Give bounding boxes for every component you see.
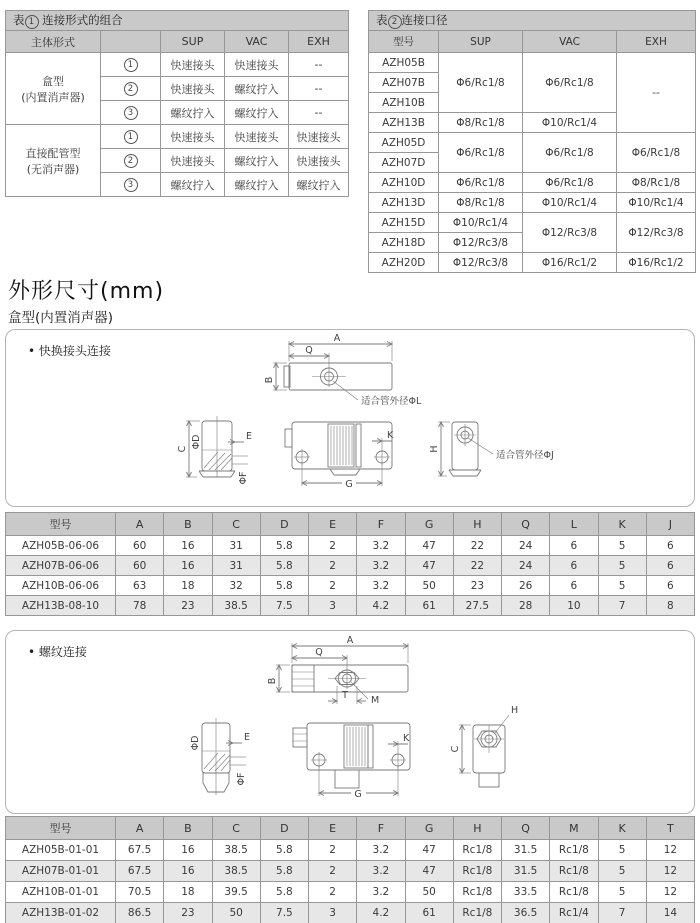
dim-label-c: C — [450, 745, 461, 753]
body-type-label — [6, 125, 101, 197]
cell: Φ6/Rc1/8 — [523, 133, 617, 173]
cell: 47 — [405, 861, 453, 882]
cell: 16 — [164, 861, 212, 882]
cell: 2 — [309, 861, 357, 882]
cell: 6 — [646, 576, 694, 596]
cell: 31.5 — [502, 840, 550, 861]
cell: Φ10/Rc1/4 — [523, 113, 617, 133]
cell: Φ12/Rc3/8 — [439, 253, 523, 273]
table-row — [6, 840, 695, 861]
cell: 3.2 — [357, 556, 405, 576]
cell: 5 — [598, 840, 646, 861]
cell: 18 — [164, 882, 212, 903]
column-header: K — [598, 817, 646, 840]
column-header: G — [405, 513, 453, 536]
dim-label-a: A — [346, 635, 354, 646]
quick-end-view — [429, 422, 554, 476]
column-header: 主体形式 — [6, 31, 101, 53]
circled-number: 2 — [388, 15, 402, 29]
column-header: L — [550, 513, 598, 536]
dim-label-b: B — [264, 376, 275, 384]
cell: 5.8 — [260, 861, 308, 882]
column-header: K — [598, 513, 646, 536]
circled-number: 1 — [25, 15, 39, 29]
cell: Rc1/8 — [453, 861, 501, 882]
column-header: Q — [502, 817, 550, 840]
dim-label-g: G — [354, 789, 362, 800]
quick-fitting-panel — [5, 329, 695, 507]
cell: 3.2 — [357, 536, 405, 556]
cell: 快速接头 — [161, 53, 225, 77]
table-row — [369, 173, 696, 193]
cell: 快速接头 — [161, 125, 225, 149]
cell: 8 — [646, 596, 694, 616]
model-cell: AZH05D — [369, 133, 439, 153]
cell: 6 — [646, 536, 694, 556]
cell: Φ12/Rc3/8 — [617, 213, 696, 253]
dim-label-h: H — [429, 445, 440, 453]
cell: Φ8/Rc1/8 — [617, 173, 696, 193]
dim-label-t: T — [342, 690, 348, 701]
column-header: C — [212, 513, 260, 536]
dim-label-d: ΦD — [191, 434, 202, 450]
circled-number: 1 — [124, 58, 138, 72]
model-cell: AZH10B — [369, 93, 439, 113]
column-header: F — [357, 513, 405, 536]
cell: Φ10/Rc1/4 — [617, 193, 696, 213]
thread-top-view — [267, 635, 408, 706]
table2-title-text: 连接口径 — [401, 13, 448, 27]
cell: Rc1/8 — [453, 903, 501, 923]
cell: 16 — [164, 556, 212, 576]
table3-header-row — [6, 513, 695, 536]
dim-label-h: H — [511, 705, 519, 716]
cell: 39.5 — [212, 882, 260, 903]
cell: 4.2 — [357, 596, 405, 616]
cell: 18 — [164, 576, 212, 596]
thread-end-view — [450, 705, 518, 787]
cell: 7.5 — [260, 596, 308, 616]
dim-label-g: G — [345, 479, 353, 490]
body-type-line2: (无消声器) — [26, 162, 80, 176]
circled-number: 2 — [124, 82, 138, 96]
quick-fitting-label: • 快换接头连接 — [28, 344, 111, 358]
model-cell: AZH13B-01-02 — [6, 903, 116, 923]
cell: 78 — [116, 596, 164, 616]
cell: 7.5 — [260, 903, 308, 923]
model-cell: AZH05B-06-06 — [6, 536, 116, 556]
cell: 67.5 — [116, 840, 164, 861]
cell: 16 — [164, 536, 212, 556]
column-header — [101, 31, 161, 53]
cell: 6 — [550, 536, 598, 556]
cell: 28 — [502, 596, 550, 616]
circled-number: 1 — [124, 130, 138, 144]
threaded-label: • 螺纹连接 — [28, 645, 87, 659]
cell: 3.2 — [357, 840, 405, 861]
column-header: B — [164, 513, 212, 536]
column-header: E — [309, 513, 357, 536]
table-row — [6, 576, 695, 596]
body-type-line1: 盒型 — [42, 74, 64, 88]
cell: 12 — [646, 840, 694, 861]
cell: 快速接头 — [225, 125, 289, 149]
cell: 5.8 — [260, 556, 308, 576]
cell: 23 — [453, 576, 501, 596]
model-cell: AZH18D — [369, 233, 439, 253]
table-row — [6, 536, 695, 556]
cell: 5 — [598, 882, 646, 903]
cell: 6 — [550, 576, 598, 596]
cell: 14 — [646, 903, 694, 923]
dim-label-a: A — [333, 333, 341, 344]
model-cell: AZH13D — [369, 193, 439, 213]
cell: 7 — [598, 903, 646, 923]
table-row — [6, 882, 695, 903]
cell: 2 — [309, 576, 357, 596]
cell: 快速接头 — [225, 53, 289, 77]
cell: 5.8 — [260, 536, 308, 556]
table2-title — [369, 11, 696, 31]
threaded-panel — [5, 630, 695, 814]
column-header: EXH — [617, 31, 696, 53]
dim-label-d: ΦD — [190, 735, 201, 751]
body-type-line2: (内置消声器) — [21, 90, 85, 104]
column-header: SUP — [439, 31, 523, 53]
cell: Rc1/4 — [550, 903, 598, 923]
column-header: T — [646, 817, 694, 840]
cell: 2 — [309, 840, 357, 861]
column-header: D — [260, 817, 308, 840]
table-row — [6, 125, 349, 149]
circled-number: 2 — [124, 154, 138, 168]
column-header: J — [646, 513, 694, 536]
cell: 50 — [212, 903, 260, 923]
table1-title-prefix: 表 — [13, 13, 25, 27]
cell: 32 — [212, 576, 260, 596]
quick-dims-table — [5, 512, 695, 616]
cell: 38.5 — [212, 861, 260, 882]
cell: 38.5 — [212, 840, 260, 861]
section-subtitle: 盒型(内置消声器) — [8, 310, 114, 326]
table1-title-text: 连接形式的组合 — [42, 13, 123, 27]
table2-header-row — [369, 31, 696, 53]
quick-fitting-drawing — [6, 330, 694, 506]
cell: Φ8/Rc1/8 — [439, 193, 523, 213]
cell: Φ8/Rc1/8 — [439, 113, 523, 133]
cell: 36.5 — [502, 903, 550, 923]
cell: 2 — [309, 882, 357, 903]
cell: Rc1/8 — [453, 882, 501, 903]
cell: 33.5 — [502, 882, 550, 903]
cell — [101, 125, 161, 149]
cell: 3 — [309, 903, 357, 923]
dim-label-k: K — [387, 430, 394, 441]
dim-label-f: ΦF — [238, 471, 249, 485]
cell: 10 — [550, 596, 598, 616]
column-header: E — [309, 817, 357, 840]
cell: 12 — [646, 861, 694, 882]
callout-tube-od-j: 适合管外径ΦJ — [496, 450, 554, 461]
table2-title-row — [369, 11, 696, 31]
cell: 63 — [116, 576, 164, 596]
cell — [101, 101, 161, 125]
cell: 快速接头 — [289, 149, 349, 173]
cell: 3 — [309, 596, 357, 616]
column-header: A — [116, 817, 164, 840]
table4-header-row — [6, 817, 695, 840]
cell: 螺纹拧入 — [161, 101, 225, 125]
quick-top-view — [264, 333, 422, 407]
table-row — [369, 133, 696, 153]
cell: Φ6/Rc1/8 — [439, 53, 523, 113]
dim-label-f: ΦF — [236, 772, 247, 786]
table-row — [369, 253, 696, 273]
cell — [101, 173, 161, 197]
circled-number: 3 — [124, 178, 138, 192]
cell: -- — [289, 53, 349, 77]
body-type-line1: 直接配管型 — [25, 146, 81, 160]
cell: 47 — [405, 840, 453, 861]
cell: 16 — [164, 840, 212, 861]
cell: 23 — [164, 903, 212, 923]
column-header: Q — [502, 513, 550, 536]
model-cell: AZH07B-06-06 — [6, 556, 116, 576]
column-header: EXH — [289, 31, 349, 53]
dim-label-e: E — [244, 732, 251, 743]
cell: Rc1/8 — [550, 840, 598, 861]
cell: Φ6/Rc1/8 — [523, 53, 617, 113]
port-size-table — [368, 10, 696, 273]
cell: 5.8 — [260, 840, 308, 861]
column-header: 型号 — [6, 817, 116, 840]
cell: 螺纹拧入 — [161, 173, 225, 197]
column-header: H — [453, 513, 501, 536]
cell: Φ16/Rc1/2 — [617, 253, 696, 273]
cell: Φ10/Rc1/4 — [523, 193, 617, 213]
cell: Rc1/8 — [453, 840, 501, 861]
model-cell: AZH10D — [369, 173, 439, 193]
cell: 6 — [550, 556, 598, 576]
cell: 24 — [502, 556, 550, 576]
model-cell: AZH13B-08-10 — [6, 596, 116, 616]
table-row — [6, 556, 695, 576]
table-row — [6, 596, 695, 616]
table2-title-prefix: 表 — [376, 13, 388, 27]
column-header: 型号 — [6, 513, 116, 536]
thread-front-view — [293, 723, 410, 800]
cell: 22 — [453, 536, 501, 556]
cell: Φ6/Rc1/8 — [523, 173, 617, 193]
cell: 螺纹拧入 — [225, 77, 289, 101]
cell: -- — [289, 77, 349, 101]
cell: 快速接头 — [161, 149, 225, 173]
column-header: SUP — [161, 31, 225, 53]
column-header: B — [164, 817, 212, 840]
cell: 47 — [405, 556, 453, 576]
cell: 螺纹拧入 — [289, 173, 349, 197]
cell: Rc1/8 — [550, 882, 598, 903]
table1-title-row — [6, 11, 349, 31]
model-cell: AZH05B-01-01 — [6, 840, 116, 861]
dim-label-m: M — [371, 695, 380, 706]
cell — [101, 77, 161, 101]
dim-label-k: K — [403, 733, 410, 744]
cell: 31 — [212, 556, 260, 576]
cell: 23 — [164, 596, 212, 616]
cell: Φ12/Rc3/8 — [439, 233, 523, 253]
cell: 70.5 — [116, 882, 164, 903]
cell: Φ10/Rc1/4 — [439, 213, 523, 233]
cell: Φ6/Rc1/8 — [617, 133, 696, 173]
cell: 47 — [405, 536, 453, 556]
cell: 3.2 — [357, 861, 405, 882]
model-cell: AZH07B — [369, 73, 439, 93]
cell: 快速接头 — [161, 77, 225, 101]
table-row — [6, 53, 349, 77]
cell: 31.5 — [502, 861, 550, 882]
circled-number: 3 — [124, 106, 138, 120]
cell: 螺纹拧入 — [225, 149, 289, 173]
table-row — [369, 193, 696, 213]
cell: 5 — [598, 576, 646, 596]
cell: 5.8 — [260, 576, 308, 596]
table1-header-row — [6, 31, 349, 53]
dim-label-q: Q — [315, 647, 323, 658]
column-header: D — [260, 513, 308, 536]
column-header: C — [212, 817, 260, 840]
table-row — [6, 861, 695, 882]
model-cell: AZH07D — [369, 153, 439, 173]
cell: 5.8 — [260, 882, 308, 903]
cell: 4.2 — [357, 903, 405, 923]
cell: 7 — [598, 596, 646, 616]
table-row — [6, 903, 695, 923]
cell: Φ12/Rc3/8 — [523, 213, 617, 253]
cell: -- — [289, 101, 349, 125]
threaded-dims-table — [5, 816, 695, 923]
cell: 5 — [598, 536, 646, 556]
cell: 5 — [598, 861, 646, 882]
connection-form-table — [5, 10, 349, 197]
table-row — [369, 53, 696, 73]
dim-label-q: Q — [305, 345, 313, 356]
cell: 50 — [405, 882, 453, 903]
model-cell: AZH15D — [369, 213, 439, 233]
cell — [101, 53, 161, 77]
column-header: 型号 — [369, 31, 439, 53]
cell: 快速接头 — [289, 125, 349, 149]
quick-side-view — [177, 416, 252, 484]
cell: 螺纹拧入 — [225, 101, 289, 125]
table1-title — [6, 11, 349, 31]
column-header: M — [550, 817, 598, 840]
column-header: H — [453, 817, 501, 840]
cell: 50 — [405, 576, 453, 596]
cell: 5 — [598, 556, 646, 576]
quick-front-view — [285, 422, 394, 490]
model-cell: AZH10B-06-06 — [6, 576, 116, 596]
column-header: VAC — [225, 31, 289, 53]
body-type-label — [6, 53, 101, 125]
cell: -- — [617, 53, 696, 133]
model-cell: AZH20D — [369, 253, 439, 273]
cell: 26 — [502, 576, 550, 596]
column-header: VAC — [523, 31, 617, 53]
cell: 3.2 — [357, 576, 405, 596]
cell: 61 — [405, 596, 453, 616]
cell: 60 — [116, 536, 164, 556]
cell: 31 — [212, 536, 260, 556]
cell: 螺纹拧入 — [225, 173, 289, 197]
cell: 24 — [502, 536, 550, 556]
dim-label-c: C — [177, 445, 188, 453]
cell: 86.5 — [116, 903, 164, 923]
section-title: 外形尺寸(mm) — [8, 279, 165, 304]
cell — [101, 149, 161, 173]
cell: 27.5 — [453, 596, 501, 616]
cell: 60 — [116, 556, 164, 576]
cell: 3.2 — [357, 882, 405, 903]
cell: 38.5 — [212, 596, 260, 616]
cell: 67.5 — [116, 861, 164, 882]
model-cell: AZH05B — [369, 53, 439, 73]
cell: 2 — [309, 536, 357, 556]
column-header: A — [116, 513, 164, 536]
cell: 2 — [309, 556, 357, 576]
model-cell: AZH07B-01-01 — [6, 861, 116, 882]
cell: 61 — [405, 903, 453, 923]
cell: 6 — [646, 556, 694, 576]
model-cell: AZH10B-01-01 — [6, 882, 116, 903]
column-header: G — [405, 817, 453, 840]
cell: Rc1/8 — [550, 861, 598, 882]
thread-side-view — [190, 718, 250, 795]
cell: Φ6/Rc1/8 — [439, 133, 523, 173]
table-row — [369, 213, 696, 233]
model-cell: AZH13B — [369, 113, 439, 133]
cell: 22 — [453, 556, 501, 576]
cell: Φ6/Rc1/8 — [439, 173, 523, 193]
cell: Φ16/Rc1/2 — [523, 253, 617, 273]
column-header: F — [357, 817, 405, 840]
dim-label-b: B — [267, 677, 278, 685]
cell: 12 — [646, 882, 694, 903]
threaded-drawing — [6, 631, 694, 813]
dim-label-e: E — [246, 431, 253, 442]
callout-tube-od-l: 适合管外径ΦL — [361, 396, 422, 407]
